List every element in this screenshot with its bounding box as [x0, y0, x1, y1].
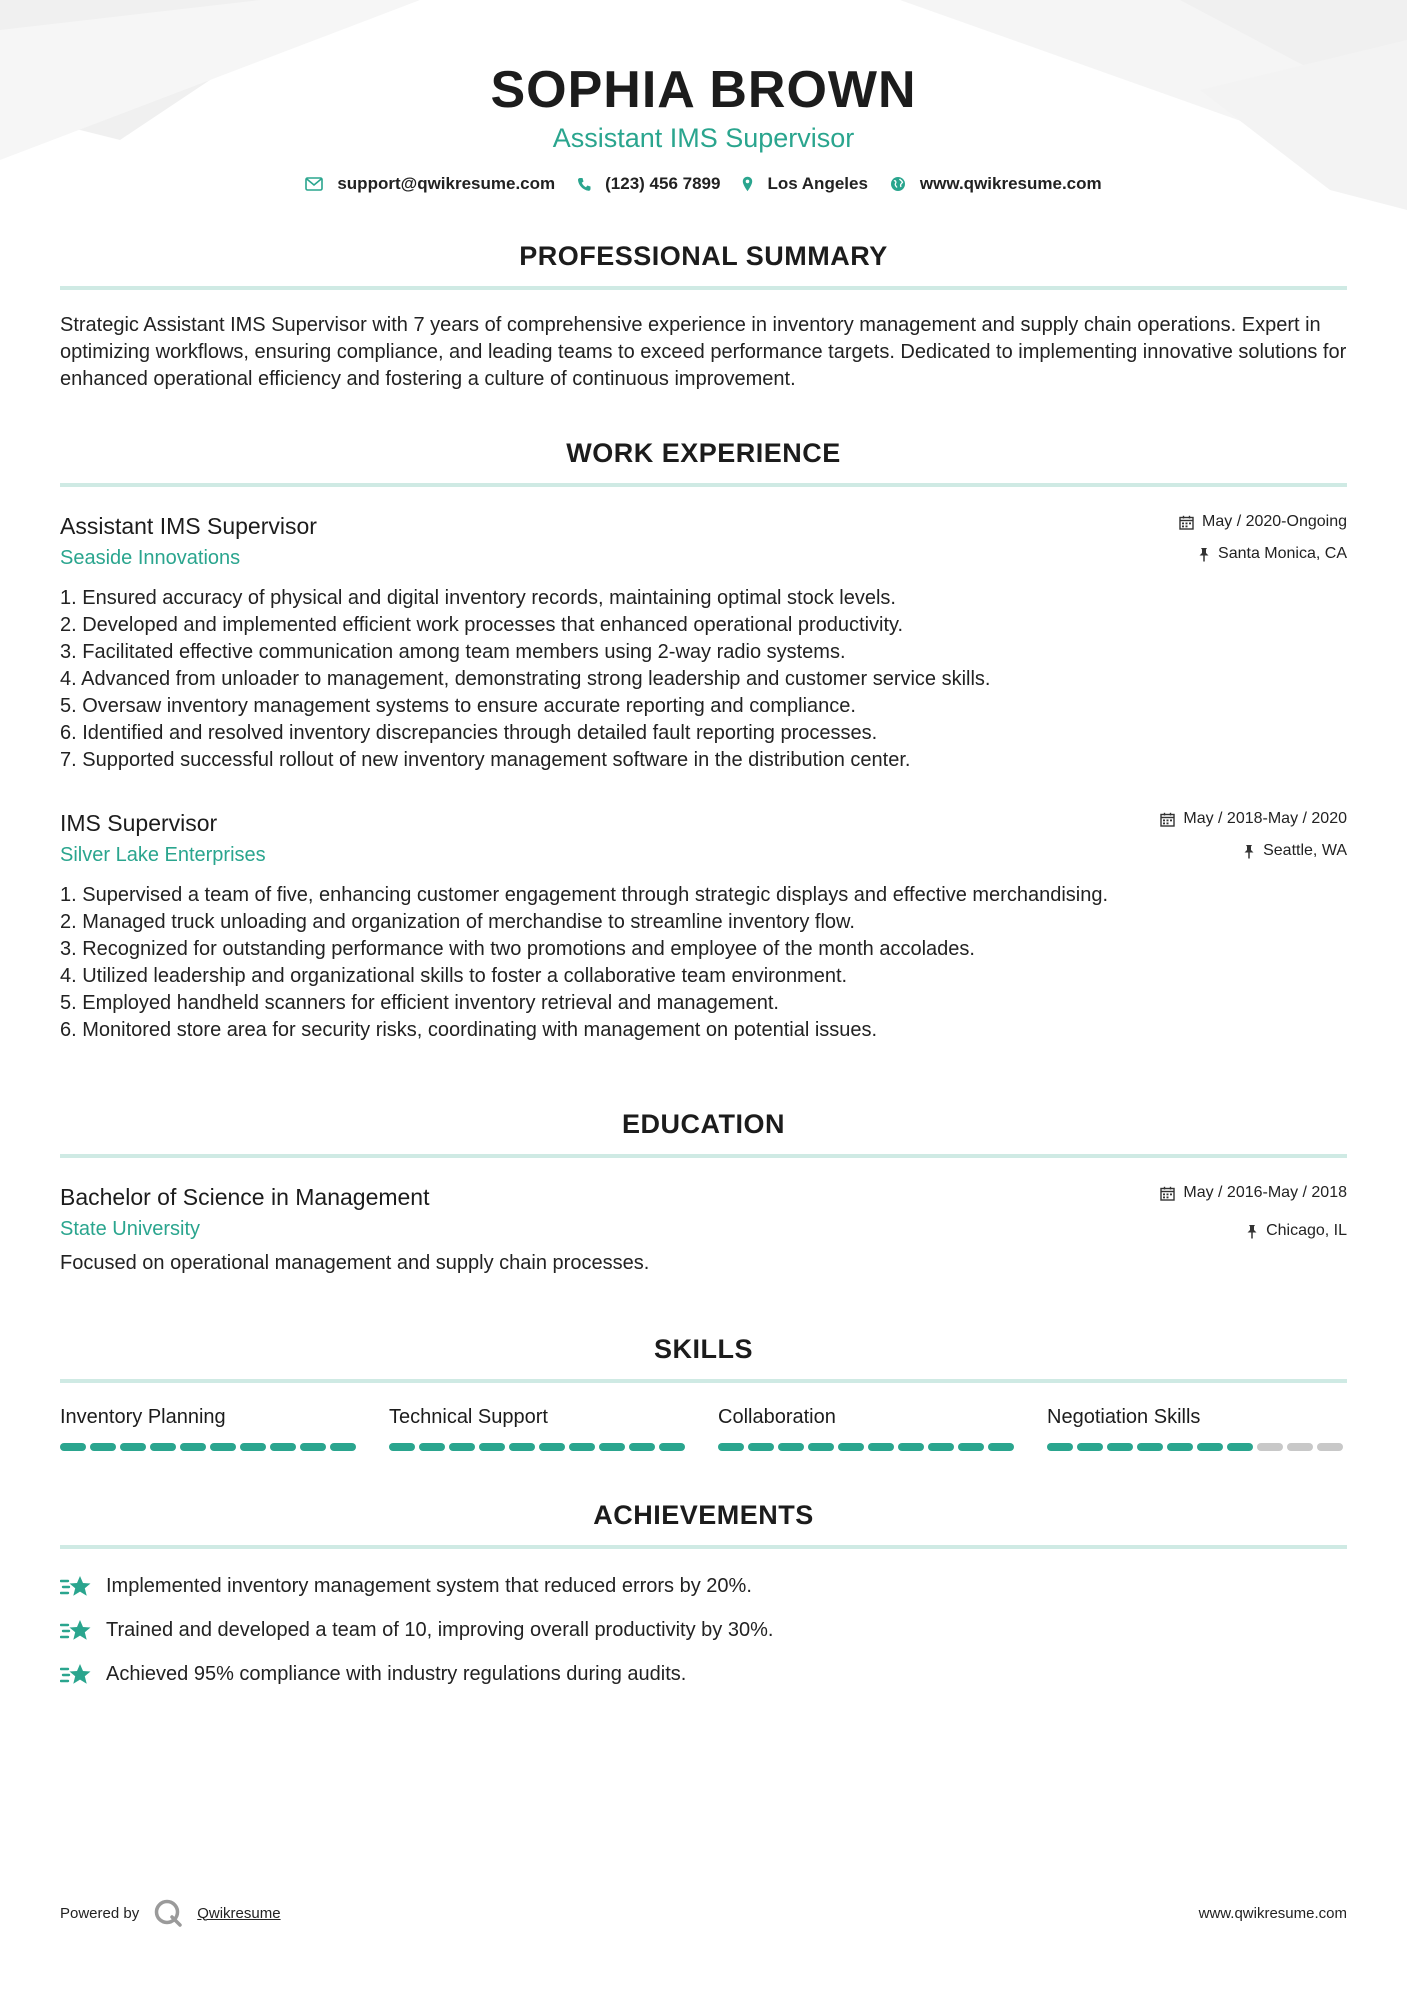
contact-phone-text: (123) 456 7899: [605, 174, 721, 193]
skill-level-bar: [1047, 1443, 1347, 1451]
achievements-heading: ACHIEVEMENTS: [593, 1500, 814, 1530]
shooting-star-icon: [60, 1661, 92, 1687]
experience-section: [60, 437, 1347, 1044]
skill-segment-empty: [1287, 1443, 1313, 1451]
list-item: 4. Advanced from unloader to management, demonstrating strong leadership and customer service skills.: [60, 668, 991, 690]
skill-segment-filled: [988, 1443, 1014, 1451]
job-title: Assistant IMS Supervisor: [60, 513, 317, 539]
skill-segment-filled: [120, 1443, 146, 1451]
education-note: Focused on operational management and supply chain processes.: [60, 1252, 650, 1274]
footer-url[interactable]: www.qwikresume.com: [1198, 1904, 1347, 1922]
job-location: Santa Monica, CA: [1218, 545, 1347, 562]
skill-segment-filled: [270, 1443, 296, 1451]
skill-segment-filled: [958, 1443, 984, 1451]
skill-segment-filled: [778, 1443, 804, 1451]
skill-segment-empty: [1317, 1443, 1343, 1451]
skill-segment-filled: [718, 1443, 744, 1451]
skill-item: [60, 1405, 360, 1451]
list-item: 7. Supported successful rollout of new inventory management software in the distribution center.: [60, 749, 911, 771]
skill-segment-filled: [419, 1443, 445, 1451]
job-title: IMS Supervisor: [60, 810, 218, 836]
skill-segment-filled: [868, 1443, 894, 1451]
skill-segment-filled: [60, 1443, 86, 1451]
skill-segment-filled: [1077, 1443, 1103, 1451]
summary-text: Strategic Assistant IMS Supervisor with 7 years of comprehensive experience in inventory management and supply chain operations. Expert in optimizing workflows, ensuring compliance, and leading teams to exceed performance targets. Dedicated to implementing innovative solutions for enhanced operational efficiency and fostering a culture of continuous improvement.: [60, 314, 1347, 390]
skill-segment-filled: [1107, 1443, 1133, 1451]
skill-segment-filled: [330, 1443, 356, 1451]
skill-segment-filled: [898, 1443, 924, 1451]
list-item: 5. Employed handheld scanners for efficient inventory retrieval and management.: [60, 992, 779, 1014]
skill-item: [718, 1405, 1018, 1451]
skill-segment-filled: [180, 1443, 206, 1451]
skill-segment-filled: [90, 1443, 116, 1451]
qwikresume-logo-icon: [153, 1898, 183, 1928]
skill-segment-filled: [300, 1443, 326, 1451]
achievement-item: [60, 1659, 1347, 1689]
skill-segment-filled: [808, 1443, 834, 1451]
achievement-text: Implemented inventory management system that reduced errors by 20%.: [106, 1574, 752, 1597]
globe-icon: [890, 176, 906, 192]
job-bullets: [60, 585, 1347, 774]
contact-bar: [60, 174, 1347, 194]
pushpin-icon: [1243, 844, 1255, 859]
skills-row: [60, 1405, 1347, 1451]
section-divider: [60, 286, 1347, 290]
powered-by-label: Powered by: [60, 1904, 140, 1922]
skill-item: [1047, 1405, 1347, 1451]
envelope-icon: [305, 177, 323, 191]
job-company: Silver Lake Enterprises: [60, 844, 266, 866]
achievements-section: [60, 1499, 1347, 1689]
section-divider: [60, 1379, 1347, 1383]
contact-phone[interactable]: [577, 174, 720, 194]
job-bullets: [60, 882, 1347, 1044]
skill-segment-filled: [1227, 1443, 1253, 1451]
list-item: 2. Managed truck unloading and organization of merchandise to streamline inventory flow.: [60, 911, 855, 933]
job-entry: [60, 511, 1347, 774]
skill-segment-filled: [389, 1443, 415, 1451]
list-item: 1. Ensured accuracy of physical and digital inventory records, maintaining optimal stock levels.: [60, 587, 896, 609]
skill-level-bar: [60, 1443, 360, 1451]
skill-level-bar: [389, 1443, 689, 1451]
school-name: State University: [60, 1218, 201, 1240]
page-footer: [60, 1898, 1347, 1928]
job-entry: [60, 808, 1347, 1044]
job-meta: [1179, 511, 1347, 565]
contact-location: [742, 174, 867, 194]
skill-name: Technical Support: [389, 1406, 548, 1428]
list-item: 1. Supervised a team of five, enhancing customer engagement through strategic displays and effective merchandising.: [60, 884, 1109, 906]
skill-name: Inventory Planning: [60, 1406, 226, 1428]
candidate-role: Assistant IMS Supervisor: [552, 123, 855, 153]
achievement-text: Trained and developed a team of 10, improving overall productivity by 30%.: [106, 1618, 774, 1641]
skill-segment-filled: [150, 1443, 176, 1451]
education-location: Chicago, IL: [1266, 1222, 1347, 1239]
contact-website[interactable]: [890, 174, 1102, 194]
contact-email[interactable]: [305, 174, 555, 194]
skill-segment-filled: [629, 1443, 655, 1451]
education-dates: May / 2016-May / 2018: [1183, 1184, 1347, 1201]
skill-name: Collaboration: [718, 1406, 836, 1428]
section-divider: [60, 483, 1347, 487]
section-divider: [60, 1545, 1347, 1549]
achievement-text: Achieved 95% compliance with industry regulations during audits.: [106, 1662, 687, 1685]
skill-segment-filled: [479, 1443, 505, 1451]
phone-icon: [577, 177, 591, 192]
skill-segment-empty: [1257, 1443, 1283, 1451]
education-section: [60, 1108, 1347, 1275]
education-heading: EDUCATION: [622, 1109, 785, 1139]
list-item: 4. Utilized leadership and organizational skills to foster a collaborative team environment.: [60, 965, 848, 987]
job-dates: May / 2020-Ongoing: [1202, 513, 1347, 530]
skill-name: Negotiation Skills: [1047, 1406, 1201, 1428]
list-item: 3. Facilitated effective communication among team members using 2-way radio systems.: [60, 641, 846, 663]
experience-heading: WORK EXPERIENCE: [566, 438, 841, 468]
calendar-icon: [1179, 515, 1194, 530]
job-location: Seattle, WA: [1263, 842, 1347, 859]
skill-segment-filled: [1047, 1443, 1073, 1451]
skill-segment-filled: [599, 1443, 625, 1451]
skill-segment-filled: [659, 1443, 685, 1451]
education-entry: [60, 1182, 1347, 1275]
list-item: 3. Recognized for outstanding performance with two promotions and employee of the month accolades.: [60, 938, 975, 960]
summary-heading: PROFESSIONAL SUMMARY: [519, 241, 888, 271]
skill-segment-filled: [1167, 1443, 1193, 1451]
contact-website-text: www.qwikresume.com: [919, 174, 1102, 193]
education-meta: [1160, 1182, 1347, 1242]
skill-segment-filled: [928, 1443, 954, 1451]
achievements-list: [60, 1571, 1347, 1689]
candidate-name: SOPHIA BROWN: [490, 61, 917, 119]
powered-by: [60, 1898, 281, 1928]
pushpin-icon: [1246, 1224, 1258, 1239]
contact-location-text: Los Angeles: [767, 174, 868, 193]
calendar-icon: [1160, 1186, 1175, 1201]
calendar-icon: [1160, 812, 1175, 827]
skill-segment-filled: [569, 1443, 595, 1451]
shooting-star-icon: [60, 1573, 92, 1599]
pushpin-icon: [1198, 547, 1210, 562]
skill-item: [389, 1405, 689, 1451]
job-company: Seaside Innovations: [60, 547, 241, 569]
skills-section: [60, 1333, 1347, 1451]
list-item: 6. Monitored store area for security risks, coordinating with management on potential issues.: [60, 1019, 878, 1041]
shooting-star-icon: [60, 1617, 92, 1643]
list-item: 6. Identified and resolved inventory discrepancies through detailed fault reporting processes.: [60, 722, 878, 744]
map-pin-icon: [742, 176, 753, 192]
list-item: 5. Oversaw inventory management systems to ensure accurate reporting and compliance.: [60, 695, 856, 717]
skill-segment-filled: [509, 1443, 535, 1451]
skill-segment-filled: [1137, 1443, 1163, 1451]
achievement-item: [60, 1571, 1347, 1601]
list-item: 2. Developed and implemented efficient work processes that enhanced operational productivity.: [60, 614, 904, 636]
job-dates: May / 2018-May / 2020: [1183, 810, 1347, 827]
skills-heading: SKILLS: [653, 1334, 753, 1364]
skill-segment-filled: [449, 1443, 475, 1451]
achievement-item: [60, 1615, 1347, 1645]
skill-segment-filled: [210, 1443, 236, 1451]
job-meta: [1160, 808, 1347, 862]
skill-segment-filled: [748, 1443, 774, 1451]
skill-level-bar: [718, 1443, 1018, 1451]
skill-segment-filled: [1197, 1443, 1223, 1451]
section-divider: [60, 1154, 1347, 1158]
degree-title: Bachelor of Science in Management: [60, 1184, 430, 1210]
skill-segment-filled: [240, 1443, 266, 1451]
skill-segment-filled: [539, 1443, 565, 1451]
contact-email-text: support@qwikresume.com: [337, 174, 556, 193]
skill-segment-filled: [838, 1443, 864, 1451]
qwikresume-link[interactable]: Qwikresume: [197, 1904, 281, 1922]
summary-section: [60, 240, 1347, 393]
